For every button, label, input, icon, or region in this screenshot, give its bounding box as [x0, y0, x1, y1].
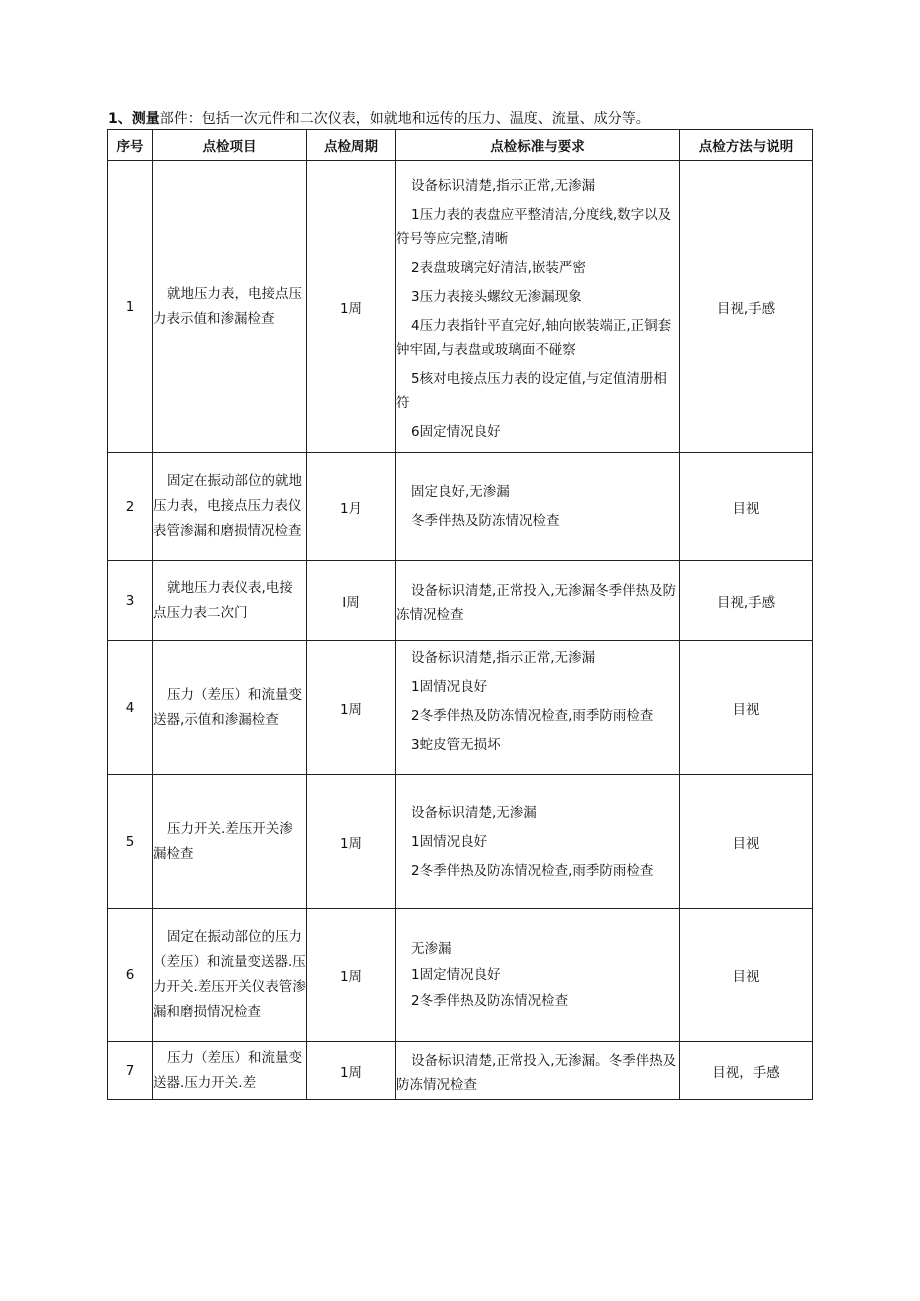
header-method: 点检方法与说明 — [680, 130, 813, 161]
inspection-table — [107, 129, 813, 1100]
standard-line: 设备标识清楚,正常投入,无渗漏。冬季伴热及防冻情况检查 — [396, 1052, 677, 1093]
table-row — [108, 161, 813, 453]
table-row — [108, 909, 813, 1042]
row-item: 就地压力表仪表,电接点压力表二次门 — [153, 579, 293, 621]
table-row — [108, 1042, 813, 1100]
row-cycle: 1月 — [307, 453, 396, 561]
row-number: 6 — [108, 909, 153, 1042]
standard-line: 1固情况良好 — [411, 678, 488, 695]
standard-line: 2冬季伴热及防冻情况检查,雨季防雨检查 — [411, 862, 654, 879]
header-item: 点检项目 — [153, 130, 307, 161]
row-item: 压力开关.差压开关渗漏检查 — [153, 820, 293, 862]
row-method: 目视 — [680, 641, 813, 775]
row-number: 1 — [108, 161, 153, 453]
standard-line: 3蛇皮管无损坏 — [411, 736, 501, 753]
row-standards — [396, 641, 680, 775]
row-item: 固定在振动部位的压力（差压）和流量变送器.压力开关.差压开关仪表管渗漏和磨损情况检查 — [153, 929, 306, 1020]
standard-line: 2表盘玻璃完好清洁,嵌装严密 — [411, 259, 586, 276]
standard-line: 1压力表的表盘应平整清洁,分度线,数字以及符号等应完整,清晰 — [396, 206, 672, 247]
row-cycle: 1周 — [307, 1042, 396, 1100]
row-number: 7 — [108, 1042, 153, 1100]
row-cycle: 1周 — [307, 641, 396, 775]
row-method: 目视 — [680, 453, 813, 561]
standard-line: 6固定情况良好 — [411, 423, 501, 440]
row-method: 目视,手感 — [680, 161, 813, 453]
row-item: 压力（差压）和流量变送器,示值和渗漏检查 — [153, 686, 302, 728]
section-heading — [108, 110, 650, 128]
header-standard: 点检标准与要求 — [396, 130, 680, 161]
row-cycle: I周 — [307, 561, 396, 641]
standard-line: 设备标识清楚,正常投入,无渗漏冬季伴热及防冻情况检查 — [396, 582, 677, 623]
header-cycle: 点检周期 — [307, 130, 396, 161]
standard-line: 设备标识清楚,指示正常,无渗漏 — [411, 649, 596, 666]
row-number: 5 — [108, 775, 153, 909]
row-method: 目视 — [680, 909, 813, 1042]
row-standards — [396, 775, 680, 909]
row-cycle: 1周 — [307, 909, 396, 1042]
row-standards — [396, 161, 680, 453]
standard-line: 4压力表指针平直完好,轴向嵌装端正,正铜套钟牢固,与表盘或玻璃面不碰察 — [396, 317, 672, 358]
row-number: 2 — [108, 453, 153, 561]
section-heading-prefix: 1、测量 — [108, 111, 160, 127]
row-item: 固定在振动部位的就地压力表，电接点压力表仪表管渗漏和磨损情况检查 — [153, 473, 302, 539]
row-method: 目视，手感 — [680, 1042, 813, 1100]
standard-line: 3压力表接头螺纹无渗漏现象 — [411, 288, 582, 305]
table-row — [108, 775, 813, 909]
standard-line: 固定良好,无渗漏 — [411, 484, 510, 500]
standard-line: 无渗漏 — [411, 941, 452, 957]
table-row — [108, 561, 813, 641]
row-standards — [396, 453, 680, 561]
table-row — [108, 641, 813, 775]
row-item: 就地压力表，电接点压力表示值和渗漏检查 — [153, 285, 302, 327]
header-number: 序号 — [108, 130, 153, 161]
row-method: 目视 — [680, 775, 813, 909]
row-item: 压力（差压）和流量变送器.压力开关.差 — [153, 1049, 302, 1091]
row-standards — [396, 1042, 680, 1100]
row-cycle: 1周 — [307, 161, 396, 453]
row-number: 3 — [108, 561, 153, 641]
table-row — [108, 453, 813, 561]
row-cycle: 1周 — [307, 775, 396, 909]
standard-line: 设备标识清楚,无渗漏 — [411, 804, 537, 821]
row-standards — [396, 561, 680, 641]
standard-line: 1固定情况良好 — [411, 967, 501, 983]
standard-line: 冬季伴热及防冻情况检查 — [411, 513, 560, 529]
standard-line: 1固情况良好 — [411, 833, 488, 850]
table-header-row — [108, 130, 813, 161]
standard-line: 5核对电接点压力表的设定值,与定值清册相符 — [396, 370, 667, 411]
row-number: 4 — [108, 641, 153, 775]
row-standards — [396, 909, 680, 1042]
section-heading-text: 部件：包括一次元件和二次仪表，如就地和远传的压力、温度、流量、成分等。 — [159, 111, 650, 127]
standard-line: 设备标识清楚,指示正常,无渗漏 — [411, 177, 596, 194]
row-method: 目视,手感 — [680, 561, 813, 641]
standard-line: 2冬季伴热及防冻情况检查 — [411, 993, 569, 1009]
standard-line: 2冬季伴热及防冻情况检查,雨季防雨检查 — [411, 707, 654, 724]
